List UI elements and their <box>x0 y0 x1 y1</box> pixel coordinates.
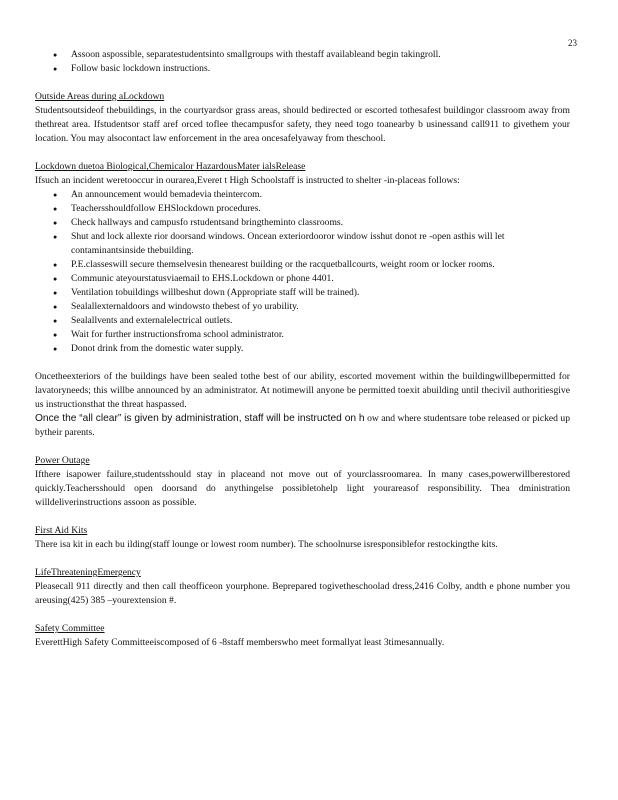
section-paragraph: Pleasecall 911 directly and then call theofficeon yourphone. Beprepared togivetheschoolad dress,2416 Colby, andth e phone number you areusing(425) 385 –yourextension #. <box>35 581 570 606</box>
list-item: ● Sealallvents and externalelectrical outlets. <box>71 314 570 328</box>
list-item: ● An announcement would bemadevia theintercom. <box>71 188 570 202</box>
section-outside-areas <box>35 90 570 146</box>
section-paragraph: There isa kit in each bu ilding(staff lounge or lowest room number). The schoolnurse isresponsiblefor restockingthe kits. <box>35 539 498 550</box>
section-heading: Safety Committee <box>35 623 105 634</box>
document-body <box>35 48 570 650</box>
section-paragraph: Oncetheexteriors of the buildings have been sealed tothe best of our ability, escorted movement within the buildingwillbepermitted for lavatoryneeds; this willbe announced by an administrator. At notimewill anyone be permitted toexit abuilding until thecivil authoritiesgive us instructionsthat the threat haspassed. <box>35 371 570 410</box>
page-number: 23 <box>568 38 577 48</box>
section-heading: LifeThreateningEmergency <box>35 567 141 578</box>
section-heading: First Aid Kits <box>35 525 88 536</box>
list-item: ● Check hallways and campusfo rstudentsand bringtheminto classrooms. <box>71 216 570 230</box>
list-item: ● Donot drink from the domestic water supply. <box>71 342 570 356</box>
list-item: ● Teachersshouldfollow EHSlockdown procedures. <box>71 202 570 216</box>
list-item: ● Sealallexternaldoors and windowsto thebest of yo urability. <box>71 300 570 314</box>
section-bio-chem <box>35 160 570 440</box>
section-power-outage <box>35 454 570 510</box>
list-item: ● Communic ateyourstatusviaemail to EHS.Lockdown or phone 4401. <box>71 272 570 286</box>
list-item: ● Ventilation tobuildings willbeshut down (Appropriate staff will be trained). <box>71 286 570 300</box>
intro-bullet-list <box>35 48 570 76</box>
section-paragraph: Ifsuch an incident weretooccur in ourarea,Everet t High Schoolstaff is instructed to shelter -in-placeas follows: <box>35 175 460 186</box>
list-item: ● P.E.classeswill secure themselvesin thenearest building or the racquetballcourts, weight room or locker rooms. <box>71 258 570 272</box>
all-clear-rest: ow and where studentsare tobe released or picked up bytheir parents. <box>35 413 571 438</box>
section-heading: Lockdown duetoa Biological,Chemicalor HazardousMater ialsRelease <box>35 161 306 172</box>
list-item: ● Wait for further instructionsfroma school administrator. <box>71 328 570 342</box>
bio-chem-bullet-list <box>35 188 570 356</box>
section-paragraph: Ifthere isapower failure,studentsshould stay in placeand not move out of yourclassroomarea. In many cases,powerwillberestored quickly.Teachersshould open doorsand do anythingelse possibletohelp light yourareasof responsibility. Thea dministration willdeliverinstructions assoon as possible. <box>35 469 570 508</box>
section-paragraph-all-clear <box>35 412 570 440</box>
list-item: ● Shut and lock allexte rior doorsand windows. Oncean exteriordooror window isshut donot re -open asthis will let contaminantsinside thebuilding. <box>71 230 570 258</box>
list-item: ● Follow basic lockdown instructions. <box>71 62 570 76</box>
section-heading: Power Outage <box>35 455 90 466</box>
list-item: ● Assoon aspossible, separatestudentsinto smallgroups with thestaff availableand begin takingroll. <box>71 48 570 62</box>
section-paragraph: EverettHigh Safety Committeeiscomposed of 6 -8staff memberswho meet formallyat least 3timesannually. <box>35 637 445 648</box>
section-paragraph: Studentsoutsideof thebuildings, in the courtyardsor grass areas, should bedirected or escorted tothesafest buildingor classroom away from thethreat area. Ifstudentsor staff aref orced toflee thecampusfor safety, they need togo toanearby b usinessand call911 to givethem your location. You may alsocontact law enforcement in the area oncesafelyaway from theschool. <box>35 105 570 144</box>
all-clear-emphasis: Once the “all clear” is given by administration, staff will be instructed on h <box>35 413 365 424</box>
section-safety-committee <box>35 622 570 650</box>
section-life-threatening <box>35 566 570 608</box>
section-first-aid <box>35 524 570 552</box>
section-heading: Outside Areas during aLockdown <box>35 91 165 102</box>
